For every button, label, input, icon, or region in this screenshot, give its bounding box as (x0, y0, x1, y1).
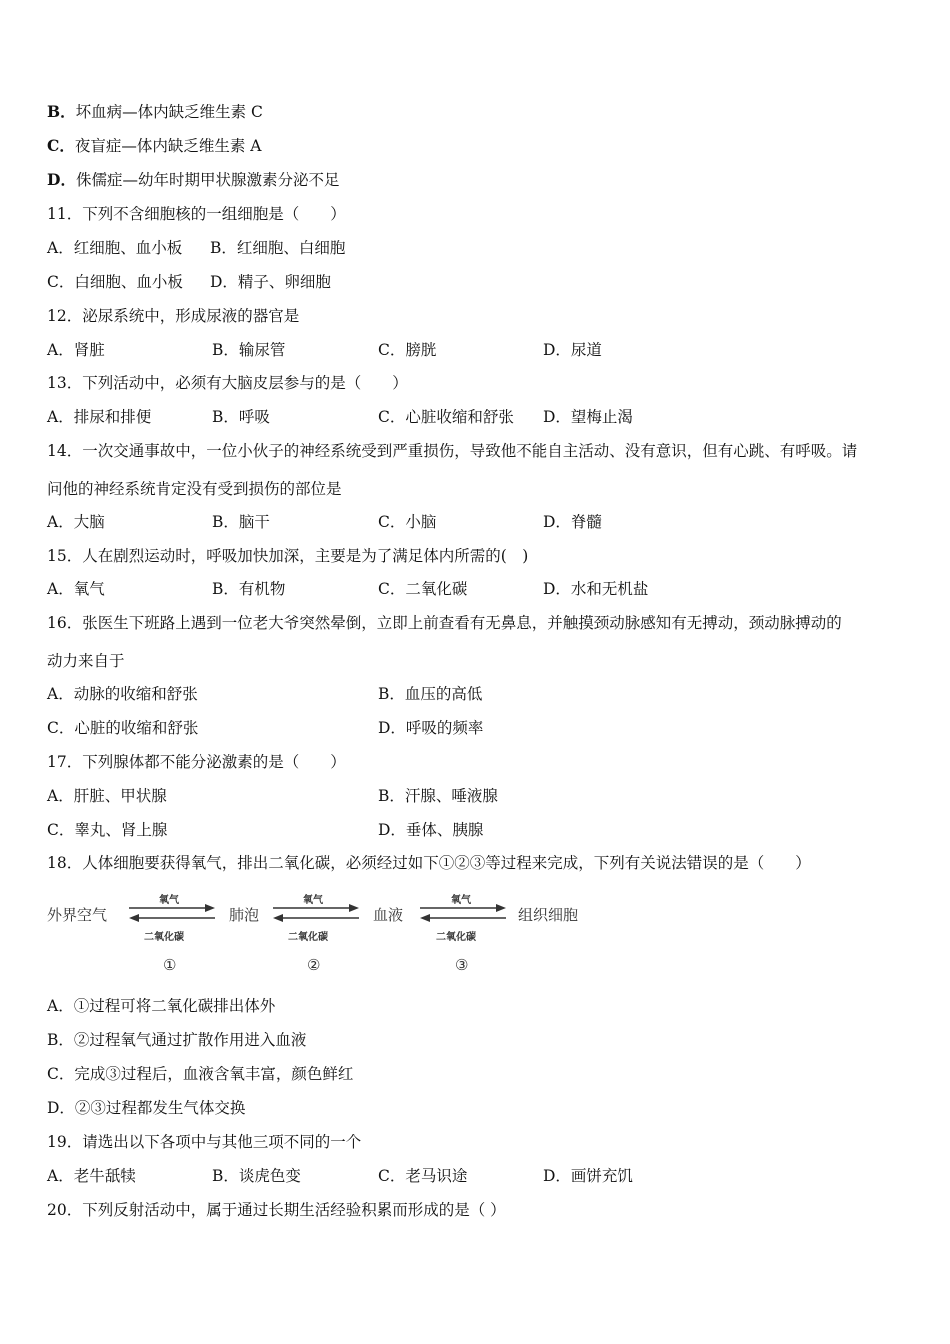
q17-option-d: D．垂体、胰腺 (378, 821, 484, 839)
q16-stem-line2: 动力来自于 (47, 652, 125, 670)
q11-option-b: B．红细胞、白细胞 (210, 239, 346, 257)
q11-option-c: C．白细胞、血小板 (47, 273, 183, 291)
q15-stem: 15．人在剧烈运动时，呼吸加快加深，主要是为了满足体内所需的( ) (47, 547, 529, 565)
oxygen-label-2: 氧气 (303, 895, 323, 906)
q12-option-d: D．尿道 (543, 341, 602, 359)
q16-option-a: A．动脉的收缩和舒张 (47, 685, 198, 703)
co2-label-3: 二氧化碳 (436, 932, 476, 943)
q16-option-d: D．呼吸的频率 (378, 719, 484, 737)
q19-option-c: C．老马识途 (378, 1167, 468, 1185)
q16-stem-line1: 16．张医生下班路上遇到一位老大爷突然晕倒，立即上前查看有无鼻息，并触摸颈动脉感知有无搏动，颈动脉搏动的 (47, 614, 842, 632)
q17-option-b: B．汗腺、唾液腺 (378, 787, 498, 805)
arrow-pair-2 (273, 893, 359, 974)
arrow-pair-1 (129, 893, 215, 974)
node-outside-air: 外界空气 (47, 906, 108, 924)
step-marker-2: ② (307, 956, 321, 974)
q18-stem: 18．人体细胞要获得氧气，排出二氧化碳，必须经过如下①②③等过程来完成，下列有关说法错误的是（ ） (47, 854, 811, 872)
q20-stem: 20．下列反射活动中，属于通过长期生活经验积累而形成的是（ ） (47, 1201, 506, 1219)
q15-option-c: C．二氧化碳 (378, 580, 468, 598)
node-tissue-cells: 组织细胞 (518, 906, 579, 924)
q11-option-d: D．精子、卵细胞 (210, 273, 331, 291)
co2-label-2: 二氧化碳 (288, 932, 328, 943)
q13-option-d: D．望梅止渴 (543, 408, 633, 426)
q14-option-a: A．大脑 (47, 513, 105, 531)
q12-option-b: B．输尿管 (212, 341, 286, 359)
q17-option-a: A．肝脏、甲状腺 (47, 787, 167, 805)
q13-stem: 13．下列活动中，必须有大脑皮层参与的是（ ） (47, 374, 408, 392)
option-text: 侏儒症—幼年时期甲状腺激素分泌不足 (75, 171, 340, 189)
q15-option-a: A．氧气 (47, 580, 105, 598)
q16-option-b: B．血压的高低 (378, 685, 483, 703)
q18-option-b: B．②过程氧气通过扩散作用进入血液 (47, 1031, 307, 1049)
gas-exchange-diagram (45, 888, 605, 978)
q13-option-b: B．呼吸 (212, 408, 270, 426)
q19-stem: 19．请选出以下各项中与其他三项不同的一个 (47, 1133, 362, 1151)
q14-option-c: C．小脑 (378, 513, 437, 531)
q14-option-b: B．脑干 (212, 513, 270, 531)
step-marker-1: ① (163, 956, 177, 974)
q11-option-a: A．红细胞、血小板 (47, 239, 183, 257)
node-blood: 血液 (373, 906, 404, 924)
q18-option-c: C．完成③过程后，血液含氧丰富，颜色鲜红 (47, 1065, 354, 1083)
q19-option-d: D．画饼充饥 (543, 1167, 633, 1185)
q17-stem: 17．下列腺体都不能分泌激素的是（ ） (47, 753, 346, 771)
arrow-pair-3 (420, 893, 506, 974)
q18-option-d: D．②③过程都发生气体交换 (47, 1099, 246, 1117)
q10-option-d (47, 170, 339, 190)
q19-option-a: A．老牛舐犊 (47, 1167, 136, 1185)
option-label: C． (47, 136, 75, 155)
q14-stem-line2: 问他的神经系统肯定没有受到损伤的部位是 (47, 480, 342, 498)
q17-option-c: C．睾丸、肾上腺 (47, 821, 168, 839)
q14-option-d: D．脊髓 (543, 513, 602, 531)
q18-option-a: A．①过程可将二氧化碳排出体外 (47, 997, 276, 1015)
q14-stem-line1: 14．一次交通事故中，一位小伙子的神经系统受到严重损伤，导致他不能自主活动、没有意识，但有心跳、有呼吸。请 (47, 442, 858, 460)
q15-option-b: B．有机物 (212, 580, 286, 598)
q19-option-b: B．谈虎色变 (212, 1167, 301, 1185)
co2-label-1: 二氧化碳 (144, 932, 184, 943)
step-marker-3: ③ (455, 956, 469, 974)
option-label: B． (47, 102, 76, 121)
q11-stem: 11．下列不含细胞核的一组细胞是（ ） (47, 205, 346, 223)
option-text: 坏血病—体内缺乏维生素 C (75, 103, 263, 121)
q10-option-b (47, 102, 263, 122)
option-text: 夜盲症—体内缺乏维生素 A (74, 137, 262, 155)
oxygen-label-1: 氧气 (159, 895, 179, 906)
q12-stem: 12．泌尿系统中，形成尿液的器官是 (47, 307, 300, 325)
q12-option-c: C．膀胱 (378, 341, 437, 359)
q12-option-a: A．肾脏 (47, 341, 105, 359)
q10-option-c (47, 136, 261, 156)
q15-option-d: D．水和无机盐 (543, 580, 649, 598)
oxygen-label-3: 氧气 (451, 895, 471, 906)
node-alveoli: 肺泡 (229, 906, 260, 924)
q13-option-c: C．心脏收缩和舒张 (378, 408, 514, 426)
q16-option-c: C．心脏的收缩和舒张 (47, 719, 199, 737)
q13-option-a: A．排尿和排便 (47, 408, 152, 426)
option-label: D． (47, 170, 76, 189)
